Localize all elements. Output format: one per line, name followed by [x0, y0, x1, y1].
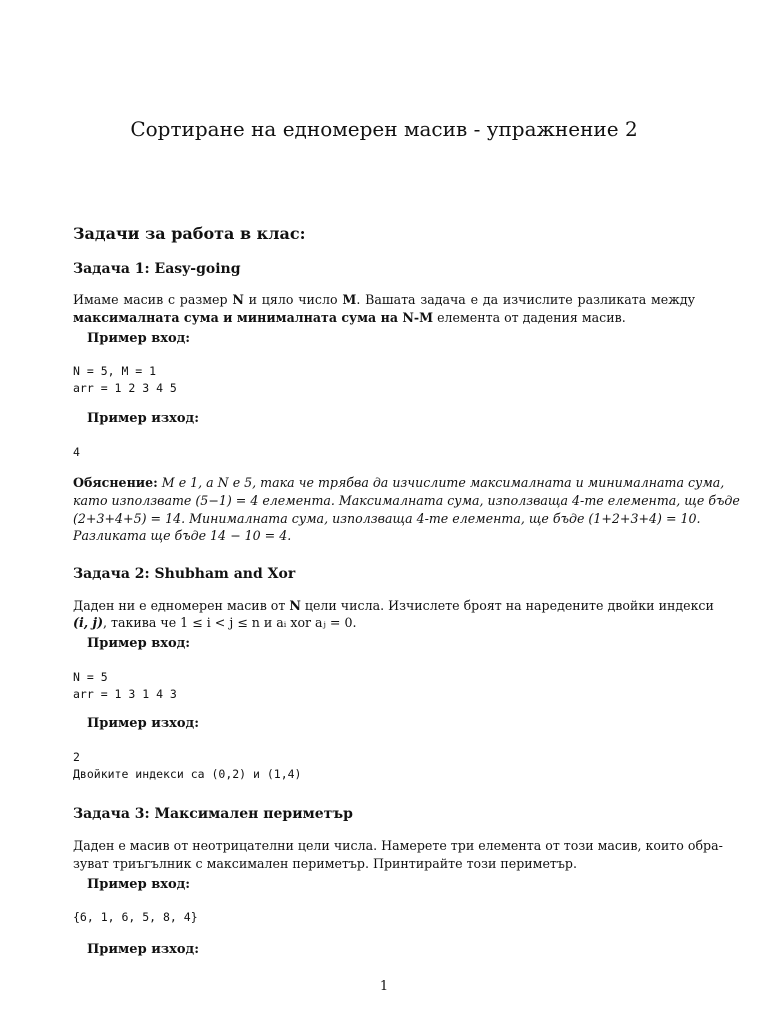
task1-explanation-label: Обяснение: — [73, 475, 158, 490]
task2-output-label: Пример изход: — [87, 716, 200, 731]
task1-var-m: M — [342, 292, 357, 307]
task1-output-label: Пример изход: — [87, 411, 200, 426]
task2-ij: (i, j) — [73, 615, 104, 630]
task3-output-label: Пример изход: — [87, 942, 200, 957]
task1-expl-justified2: като използвате (5−1) = 4 елемента. Максималната сума, използваща 4-те елемента, ще бъде — [73, 493, 740, 508]
task1-heading: Задача 1: Easy-going — [73, 261, 241, 277]
task1-text-b: и цяло число — [243, 292, 343, 307]
task3-line1-justified: Даден е масив от неотрицателни цели числа. Намерете три елемента от този масив, които обра- — [73, 838, 723, 853]
task1-expl-justified3: (2+3+4+5) = 14. Минималната сума, използваща 4-те елемента, ще бъде (1+2+3+4) = 10. — [73, 511, 701, 526]
task1-explanation-line1 — [73, 474, 725, 492]
task1-output-code: 4 — [73, 445, 80, 459]
task3-paragraph-line2: зуват триъгълник с максимален периметър. Принтирайте този периметър. — [73, 856, 577, 871]
section-heading: Задачи за работа в клас: — [73, 224, 306, 243]
task2-output-code: 2 Двойките индекси са (0,2) и (1,4) — [73, 750, 302, 781]
task1-paragraph-line2 — [73, 309, 626, 327]
task2-paragraph-line1 — [73, 597, 714, 615]
task1-text-c: . Вашата задача е да изчислите разликата между — [356, 292, 695, 307]
task1-explanation-line4: Разликата ще бъде 14 − 10 = 4. — [73, 528, 292, 543]
task3-paragraph-line1 — [73, 837, 723, 855]
task1-explanation-line3 — [73, 510, 701, 528]
task2-text-b: цели числа. Изчислете броят на наредените двойки индекси — [300, 598, 714, 613]
task2-var-n: N — [289, 598, 301, 613]
task2-line1-justified — [73, 597, 714, 615]
task1-text-rest: елемента от дадения масив. — [433, 310, 626, 325]
task3-heading: Задача 3: Максимален периметър — [73, 806, 353, 822]
task2-input-code: N = 5 arr = 1 3 1 4 3 — [73, 670, 177, 701]
task1-var-n: N — [232, 292, 244, 307]
task2-text-a: Даден ни е едномерен масив от — [73, 598, 290, 613]
task3-input-code: {6, 1, 6, 5, 8, 4} — [73, 910, 198, 924]
task1-input-label: Пример вход: — [87, 331, 191, 346]
task1-expl-text1: M е 1, а N е 5, така че трябва да изчислите максималната и минималната сума, — [157, 475, 725, 490]
task2-paragraph-line2 — [73, 614, 356, 632]
task2-text-rest: , такива че 1 ≤ i < j ≤ n и aᵢ xor aⱼ = 0. — [103, 615, 357, 630]
task2-input-label: Пример вход: — [87, 636, 191, 651]
page-number: 1 — [379, 979, 389, 994]
task3-input-label: Пример вход: — [87, 877, 191, 892]
task1-input-code: N = 5, M = 1 arr = 1 2 3 4 5 — [73, 364, 177, 395]
page-title: Сортиране на едномерен масив - упражнение 2 — [130, 117, 638, 141]
task1-expl-justified1 — [73, 474, 725, 492]
task1-bold-phrase: максималната сума и минималната сума на N-M — [73, 310, 434, 325]
task1-line1-justified — [73, 291, 695, 309]
task1-paragraph-line1 — [73, 291, 695, 309]
task2-heading: Задача 2: Shubham and Xor — [73, 566, 296, 582]
task1-explanation-line2 — [73, 492, 740, 510]
task1-text-a: Имаме масив с размер — [73, 292, 233, 307]
